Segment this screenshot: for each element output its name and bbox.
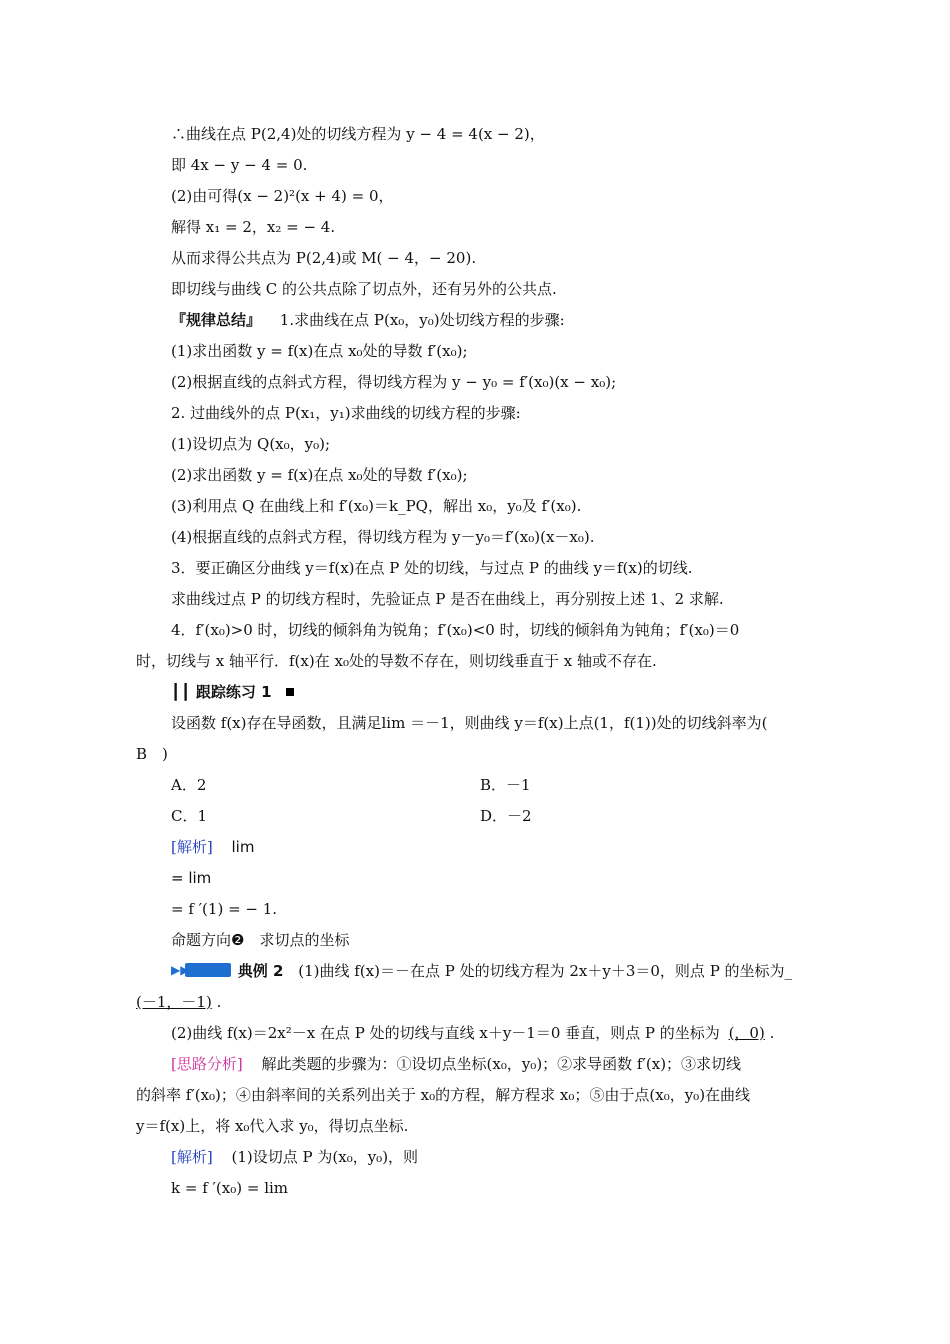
example-text: (1)曲线 f(x)＝－在点 P 处的切线方程为 2x＋y＋3＝0，则点 P 的坐标为_ (298, 962, 793, 980)
section-heading: 命题方向❷ 求切点的坐标 (171, 931, 350, 949)
example-label: 典例 2 (237, 962, 284, 980)
analysis-text: lim (231, 838, 255, 856)
hint-line (171, 1054, 741, 1074)
text-line: (1)求出函数 y = f(x)在点 x₀处的导数 f′(x₀); (171, 342, 468, 360)
option-c: C．1 (171, 807, 208, 825)
option-d: D．－2 (480, 807, 532, 825)
hint-text: 解此类题的步骤为：①设切点坐标(x₀，y₀)；②求导函数 f′(x)；③求切线 (261, 1055, 742, 1073)
answer-line: B ) (136, 745, 168, 763)
period: . (216, 993, 222, 1011)
option-a: A．2 (171, 776, 207, 794)
text-line: 2. 过曲线外的点 P(x₁，y₁)求曲线的切线方程的步骤: (171, 404, 521, 422)
text-line: 的斜率 f′(x₀)；④由斜率间的关系列出关于 x₀的方程，解方程求 x₀；⑤由于点(x₀，y₀)在曲线 (136, 1086, 751, 1104)
text-line: 求曲线过点 P 的切线方程时，先验证点 P 是否在曲线上，再分别按上述 1、2 求解. (171, 590, 724, 608)
analysis-label: [解析] (171, 838, 213, 856)
text-line: 即 4x − y − 4 = 0. (171, 156, 308, 174)
period: . (769, 1024, 775, 1042)
practice-heading (171, 682, 294, 702)
text-line: (2)由可得(x − 2)²(x + 4) = 0， (171, 187, 394, 205)
text-line: 解得 x₁ = 2，x₂ = − 4. (171, 218, 336, 236)
text-line: y＝f(x)上，将 x₀代入求 y₀，得切点坐标. (136, 1117, 409, 1135)
text-line: (2)根据直线的点斜式方程，得切线方程为 y − y₀ = f′(x₀)(x − x₀); (171, 373, 617, 391)
square-icon (286, 688, 294, 696)
analysis-text: (1)设切点 P 为(x₀，y₀)，则 (231, 1148, 419, 1166)
hint-label: [思路分析] (171, 1055, 243, 1073)
question-line (171, 1023, 774, 1043)
analysis-line (171, 1147, 418, 1167)
practice-title: 跟踪练习 1 (195, 683, 272, 701)
question-text: (2)曲线 f(x)＝2x²－x 在点 P 处的切线与直线 x＋y－1＝0 垂直，则点 P 的坐标为 (171, 1024, 720, 1042)
question-line: 设函数 f(x)存在导函数，且满足lim ＝－1，则曲线 y＝f(x)上点(1，f(1))处的切线斜率为( (171, 714, 768, 732)
analysis-line (171, 837, 254, 857)
text-line: = lim (171, 869, 212, 887)
text-line: ∴曲线在点 P(2,4)处的切线方程为 y − 4 = 4(x − 2)， (171, 125, 545, 143)
summary-text: 1.求曲线在点 P(x₀，y₀)处切线方程的步骤: (279, 311, 565, 329)
text-line: (2)求出函数 y = f(x)在点 x₀处的导数 f′(x₀); (171, 466, 468, 484)
text-line: (4)根据直线的点斜式方程，得切线方程为 y－y₀＝f′(x₀)(x－x₀). (171, 528, 595, 546)
text-line: (1)设切点为 Q(x₀，y₀); (171, 435, 331, 453)
text-line: 4．f′(x₀)>0 时，切线的倾斜角为锐角；f′(x₀)<0 时，切线的倾斜角为钝角；f′(x₀)＝0 (171, 621, 740, 639)
text-line: (3)利用点 Q 在曲线上和 f′(x₀)＝k_PQ，解出 x₀，y₀及 f′(x₀). (171, 497, 582, 515)
text-line: 3．要正确区分曲线 y＝f(x)在点 P 处的切线，与过点 P 的曲线 y＝f(x)的切线. (171, 559, 693, 577)
answer-blank: (－1，－1) (136, 993, 212, 1011)
example-line (171, 961, 793, 981)
bar-icon: ┃┃ (171, 683, 192, 701)
summary-line (171, 310, 565, 330)
text-line: 从而求得公共点为 P(2,4)或 M( − 4，− 20). (171, 249, 477, 267)
answer-line (136, 992, 221, 1012)
summary-label: 『规律总结』 (171, 311, 262, 329)
text-line: k = f ′(x₀) = lim (171, 1179, 289, 1197)
example-tag-icon: ▶▶ (185, 963, 231, 977)
text-line: = f ′(1) = − 1. (171, 900, 278, 918)
analysis-label: [解析] (171, 1148, 213, 1166)
option-b: B．－1 (480, 776, 531, 794)
text-line: 时，切线与 x 轴平行．f(x)在 x₀处的导数不存在，则切线垂直于 x 轴或不存在. (136, 652, 657, 670)
text-line: 即切线与曲线 C 的公共点除了切点外，还有另外的公共点. (171, 280, 557, 298)
answer-blank: (，0) (728, 1024, 765, 1042)
